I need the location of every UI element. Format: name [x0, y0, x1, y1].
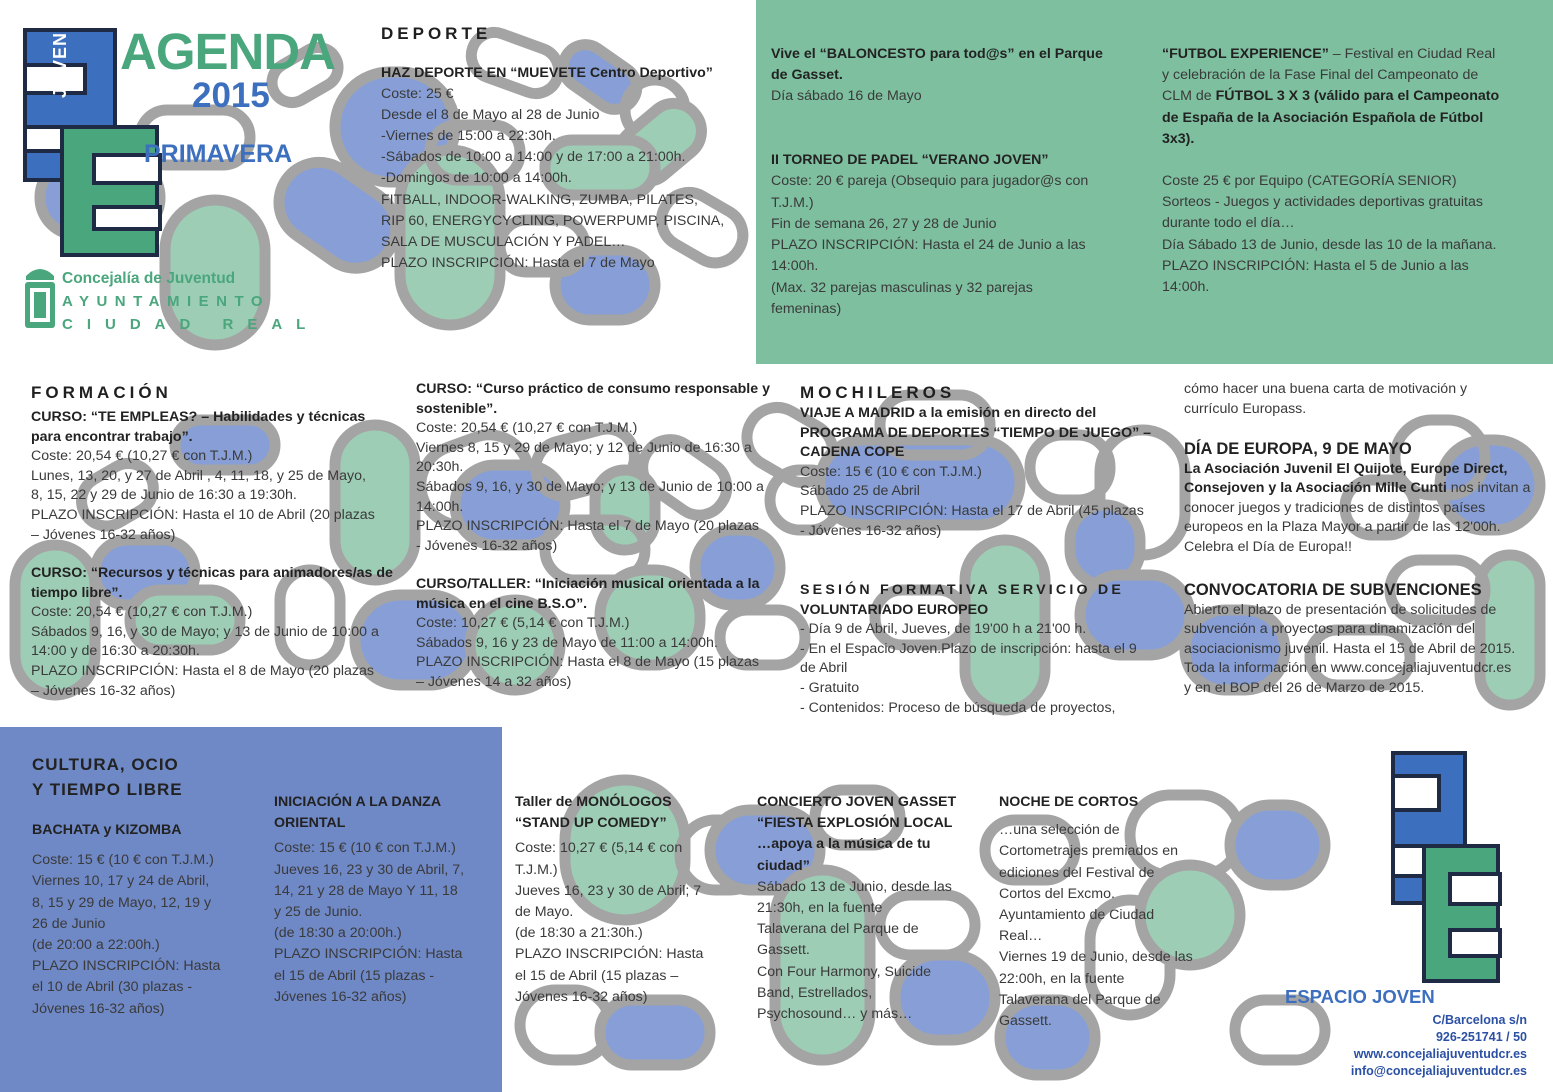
website-link[interactable]: www.concejaliajuventudcr.es — [1353, 1047, 1527, 1061]
futbol-heading: “FUTBOL EXPERIENCE” — [1162, 46, 1329, 62]
danza-block — [274, 792, 504, 1008]
europa-title: DÍA DE EUROPA, 9 DE MAYO — [1184, 440, 1412, 458]
year-label: 2015 — [192, 76, 270, 115]
futbol-3x3-heading: FÚTBOL 3 X 3 (válido para el Campeonato de España de la Asociación Española de Fútbol 3x3). — [1162, 88, 1500, 147]
europa-block — [1184, 440, 1544, 558]
sesion-body: - Día 9 de Abril, Jueves, de 19'00 h a 21'00 h. - En el Espacio Joven.Plazo de inscripción: hasta el 9 de Abril - Gratuito - Contenidos: Proceso de búsqueda de proyectos, — [800, 621, 1137, 716]
bachata-heading: BACHATA y KIZOMBA — [32, 822, 182, 838]
formacion-section — [31, 383, 172, 403]
europa-body: nos invitan a conocer juegos y tradiciones de distintos países europeos en la Plaza Mayor a partir de las 12'00h. Celebra el Día de Europa!! — [1184, 480, 1531, 555]
curso-musical-heading: CURSO/TALLER: “Iniciación musical orientada a la música en el cine B.S.O”. — [416, 576, 760, 612]
monologos-body: Coste: 10,27 € (5,14 € con T.J.M.) Jueves 16, 23 y 30 de Abril; 7 de Mayo. (de 18:30 a 21:30h.) PLAZO INSCRIPCIÓN: Hasta el 15 de Abril (15 plazas – Jóvenes 16-32 años) — [515, 840, 704, 1005]
subvenciones-title: CONVOCATORIA DE SUBVENCIONES — [1184, 581, 1482, 599]
cortos-heading: NOCHE DE CORTOS — [999, 794, 1139, 810]
cultura-title: CULTURA, OCIO Y TIEMPO LIBRE — [32, 755, 183, 799]
phone-label: 926-251741 / 50 — [1435, 1030, 1527, 1044]
formacion-title: FORMACIÓN — [31, 383, 172, 402]
espacio-joven-title: ESPACIO JOVEN — [1285, 986, 1435, 1007]
sesion-title-2: VOLUNTARIADO EUROPEO — [800, 601, 989, 618]
agenda-title: AGENDA — [120, 23, 336, 80]
curso-consumo-body: Coste: 20,54 € (10,27 € con T.J.M.) Viernes 8, 15 y 29 de Mayo; y 12 de Junio de 16:30 a 20:30h. Sábados 9, 16, y 30 de Mayo; y 13 de Junio de 10:00 a 14:00h. PLAZO INSCRIPCIÓN: Hasta el 7 de Mayo (20 plazas - Jóvenes 16-32 años) — [416, 420, 764, 554]
curso-musical-body: Coste: 10,27 € (5,14 € con T.J.M.) Sábados 9, 16 y 23 de Mayo de 11:00 a 14:00h. PLAZO INSCRIPCIÓN: Hasta el 8 de Mayo (15 plazas – Jóvenes 14 a 32 años) — [416, 615, 759, 690]
mochileros-block — [800, 404, 1170, 541]
cultura-section — [32, 752, 272, 802]
baloncesto-heading: Vive el “BALONCESTO para tod@s” en el Parque de Gasset. — [771, 46, 1103, 83]
curso-te-empleas-heading: CURSO: “TE EMPLEAS? – Habilidades y técnicas para encontrar trabajo”. — [31, 409, 366, 445]
sesion-title: SESIÓN FORMATIVA SERVICIO DE — [800, 582, 1124, 598]
sesion-body-cont: cómo hacer una buena carta de motivación y currículo Europass. — [1184, 381, 1468, 417]
cortos-block — [999, 792, 1229, 1032]
europa-organizers: La Asociación Juvenil El Quijote, Europe Direct, Consejoven y la Asociación Mille Cunti — [1184, 460, 1508, 497]
subvenciones-body: Abierto el plazo de presentación de solicitudes de subvención a proyectos para dinamización del asociacionismo juvenil. Hasta el 15 de Abril de 2015. Toda la información en www.concejaliajuventudcr.es y en el BOP del 26 de Marzo de 2015. — [1184, 601, 1516, 696]
danza-heading: INICIACIÓN A LA DANZA ORIENTAL — [274, 794, 442, 832]
season-label: PRIMAVERA — [144, 140, 293, 168]
curso-consumo — [416, 380, 786, 556]
email-link[interactable]: info@concejaliajuventudcr.es — [1350, 1064, 1527, 1078]
curso-consumo-heading: CURSO: “Curso práctico de consumo responsable y sostenible”. — [416, 381, 770, 417]
concierto-body: Sábado 13 de Junio, desde las 21:30h, en la fuente Talaverana del Parque de Gassett. Con Four Harmony, Suicide Band, Estrellados, Psychosound… y más… — [757, 878, 952, 1023]
padel-body: Coste: 20 € pareja (Obsequio para jugador@s con T.J.M.) Fin de semana 26, 27 y 28 de Junio PLAZO INSCRIPCIÓN: Hasta el 24 de Junio a las 14:00h. (Max. 32 parejas masculinas y 32 parejas femeninas) — [771, 173, 1089, 318]
bachata-block — [32, 820, 262, 1020]
curso-animadores-body: Coste: 20,54 € (10,27 € con T.J.M.) Sábados 9, 16, y 30 de Mayo; y 13 de Junio de 10:00 a 14:00 y de 16:30 a 20:30h. PLAZO INSCRIPCIÓN: Hasta el 8 de Mayo (20 plazas – Jóvenes 16-32 años) — [31, 604, 379, 699]
cortos-body: …una selección de Cortometrajes premiados en ediciones del Festival de Cortos del Excmo. Ayuntamiento de Ciudad Real… Viernes 19 de Junio, desde las 22:00h, en la fuente Talaverana del Parque de Gassett. — [999, 822, 1193, 1030]
curso-animadores — [31, 564, 401, 701]
muevete-body: Coste: 25 € Desde el 8 de Mayo al 28 de Junio -Viernes de 15:00 a 22:30h. -Sábados de 10:00 a 14:00 y de 17:00 a 21:00h. -Domingos de 10:00 a 14:00h. FITBALL, INDOOR-WALKING, ZUMBA, PILATES, RIP 60, ENERGYCYCLING, POWERPUMP, PISCINA, SALA DE MUSCULACIÓN Y PADEL… PLAZO INSCRIPCIÓN: Hasta el 7 de Mayo — [381, 85, 725, 272]
curso-animadores-heading: CURSO: “Recursos y técnicas para animadores/as de tiempo libre”. — [31, 565, 393, 601]
mochileros-section — [800, 383, 955, 403]
baloncesto-block — [771, 44, 1141, 107]
deporte-section — [381, 24, 491, 44]
baloncesto-body: Día sábado 16 de Mayo — [771, 88, 922, 104]
muevete-block — [381, 64, 756, 274]
monologos-block — [515, 792, 745, 1008]
curso-musical — [416, 575, 786, 693]
sesion-block — [800, 581, 1170, 718]
monologos-heading: Taller de MONÓLOGOS “STAND UP COMEDY” — [515, 794, 672, 832]
sesion-continued — [1184, 380, 1544, 419]
concejalia-label: Concejalía de Juventud — [62, 270, 236, 287]
address-label: C/Barcelona s/n — [1432, 1013, 1527, 1027]
padel-block — [771, 150, 1146, 320]
deporte-title: DEPORTE — [381, 24, 492, 43]
bachata-body: Coste: 15 € (10 € con T.J.M.) Viernes 10, 17 y 24 de Abril, 8, 15 y 29 de Mayo, 12, 19 y 26 de Junio (de 20:00 a 22:00h.) PLAZO INSCRIPCIÓN: Hasta el 10 de Abril (30 plazas - Jóvenes 16-32 años) — [32, 852, 221, 1017]
concierto-heading: CONCIERTO JOVEN GASSET “FIESTA EXPLOSIÓN LOCAL …apoya a la música de tu ciudad” — [757, 794, 957, 874]
espacio-contact — [1351, 1012, 1527, 1080]
mochileros-title: MOCHILEROS — [800, 383, 956, 402]
joven-label: JOVEN — [50, 31, 70, 98]
concierto-block — [757, 792, 987, 1025]
curso-te-empleas — [31, 408, 401, 545]
futbol-body: Coste 25 € por Equipo (CATEGORÍA SENIOR) Sorteos - Juegos y actividades deportivas gratuitas durante todo el día… Día Sábado 13 de Junio, desde las 10 de la mañana. PLAZO INSCRIPCIÓN: Hasta el 5 de Junio a las 14:00h. — [1162, 173, 1497, 296]
mochileros-heading: VIAJE A MADRID a la emisión en directo del PROGRAMA DE DEPORTES “TIEMPO DE JUEGO” – CADENA COPE — [800, 405, 1152, 461]
ciudad-label: CIUDAD REAL — [62, 316, 320, 333]
curso-te-empleas-body: Coste: 20,54 € (10,27 € con T.J.M.) Lunes, 13, 20, y 27 de Abril , 4, 11, 18, y 25 de Mayo, 8, 15, 22 y 29 de Junio de 16:30 a 19:30h. PLAZO INSCRIPCIÓN: Hasta el 10 de Abril (20 plazas – Jóvenes 16-32 años) — [31, 448, 375, 543]
danza-body: Coste: 15 € (10 € con T.J.M.) Jueves 16, 23 y 30 de Abril, 7, 14, 21 y 28 de Mayo Y 11, 18 y 25 de Junio. (de 18:30 a 20:00h.) PLAZO INSCRIPCIÓN: Hasta el 15 de Abril (15 plazas - Jóvenes 16-32 años) — [274, 840, 465, 1005]
subvenciones-block — [1184, 581, 1544, 699]
ayuntamiento-label: AYUNTAMIENTO — [62, 293, 271, 310]
mochileros-body: Coste: 15 € (10 € con T.J.M.) Sábado 25 de Abril PLAZO INSCRIPCIÓN: Hasta el 17 de Abril (45 plazas - Jóvenes 16-32 años) — [800, 463, 1144, 539]
futbol-intro: – Festival en Ciudad Real y celebración de la Fase Final del Campeonato de CLM de — [1162, 46, 1496, 105]
futbol-block — [1162, 44, 1542, 298]
coat-of-arms-icon — [20, 262, 60, 332]
padel-heading: II TORNEO DE PADEL “VERANO JOVEN” — [771, 152, 1049, 168]
muevete-heading: HAZ DEPORTE EN “MUEVETE Centro Deportivo” — [381, 65, 713, 81]
espacio-joven-logo-icon — [1390, 750, 1502, 985]
